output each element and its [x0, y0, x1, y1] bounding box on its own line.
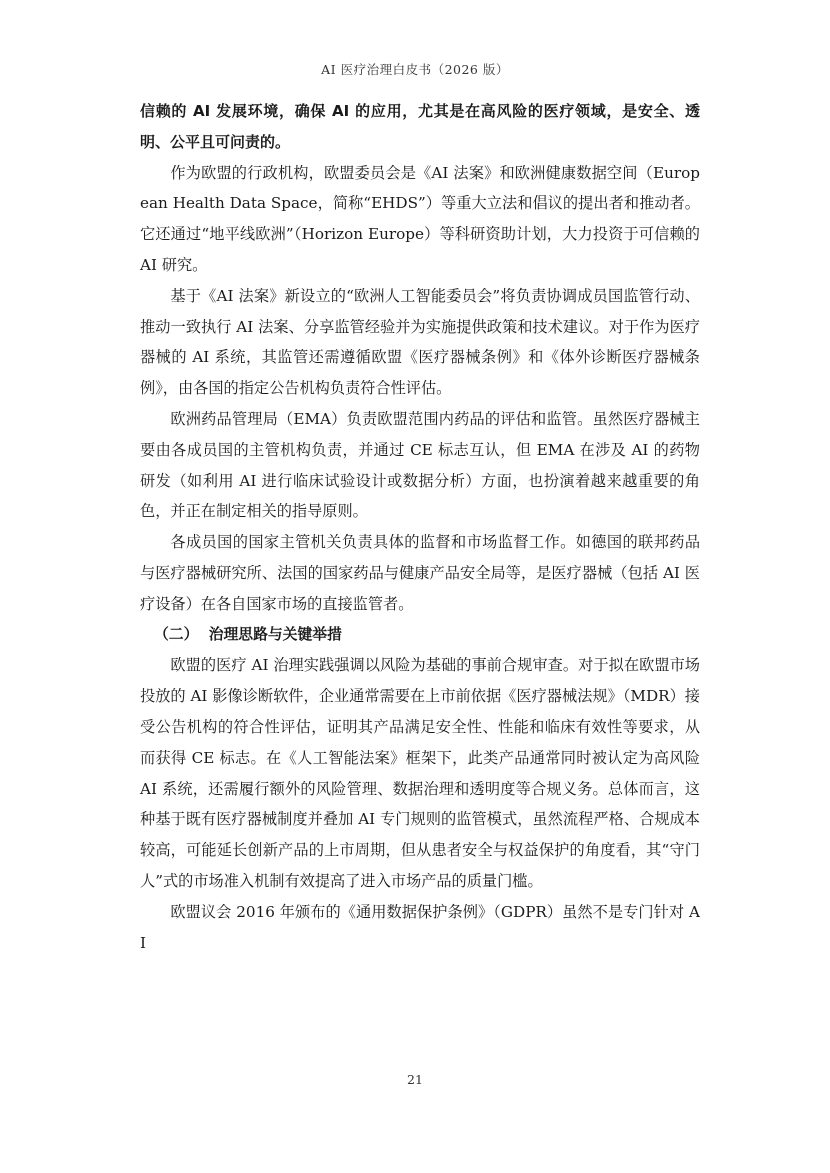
running-header: AI 医疗治理白皮书（2026 版）	[321, 62, 509, 77]
document-body	[140, 96, 700, 958]
paragraph-national-authorities: 各成员国的国家主管机关负责具体的监督和市场监督工作。如德国的联邦药品与医疗器械研究所、法国的国家药品与健康产品安全局等，是医疗器械（包括 AI 医疗设备）在各自国家市场的直接监管者。	[140, 533, 700, 613]
paragraph-european-commission: 作为欧盟的行政机构，欧盟委员会是《AI 法案》和欧洲健康数据空间（European Health Data Space，简称“EHDS”）等重大立法和倡议的提出者和推动者。它还通过“地平线欧洲”（Horizon Europe）等科研资助计划，大力投资于可信赖的 AI 研究。	[140, 163, 700, 274]
paragraph-gdpr: 欧盟议会 2016 年颁布的《通用数据保护条例》（GDPR）虽然不是专门针对 AI	[140, 902, 700, 952]
paragraph-continued-bold: 信赖的 AI 发展环境，确保 AI 的应用，尤其是在高风险的医疗领域，是安全、透明、公平且可问责的。	[140, 102, 700, 151]
section-heading: （二） 治理思路与关键举措	[154, 625, 342, 643]
paragraph-ema: 欧洲药品管理局（EMA）负责欧盟范围内药品的评估和监管。虽然医疗器械主要由各成员国的主管机构负责，并通过 CE 标志互认，但 EMA 在涉及 AI 的药物研发（如利用 AI 进行临床试验设计或数据分析）方面，也扮演着越来越重要的角色，并正在制定相关的指导原则。	[140, 409, 700, 521]
page-number: 21	[407, 1072, 423, 1087]
paragraph-governance-approach: 欧盟的医疗 AI 治理实践强调以风险为基础的事前合规审查。对于拟在欧盟市场投放的 AI 影像诊断软件，企业通常需要在上市前依据《医疗器械法规》（MDR）接受公告机构的符合性评估，证明其产品满足安全性、性能和临床有效性等要求，从而获得 CE 标志。在《人工智能法案》框架下，此类产品通常同时被认定为高风险 AI 系统，还需履行额外的风险管理、数据治理和透明度等合规义务。总体而言，这种基于既有医疗器械制度并叠加 AI 专门规则的监管模式，虽然流程严格、合规成本较高，可能延长创新产品的上市周期，但从患者安全与权益保护的角度看，其“守门人”式的市场准入机制有效提高了进入市场产品的质量门槛。	[140, 656, 700, 890]
paragraph-ai-board: 基于《AI 法案》新设立的“欧洲人工智能委员会”将负责协调成员国监管行动、推动一致执行 AI 法案、分享监管经验并为实施提供政策和技术建议。对于作为医疗器械的 AI 系统，其监管还需遵循欧盟《医疗器械条例》和《体外诊断医疗器械条例》，由各国的指定公告机构负责符合性评估。	[140, 286, 700, 398]
